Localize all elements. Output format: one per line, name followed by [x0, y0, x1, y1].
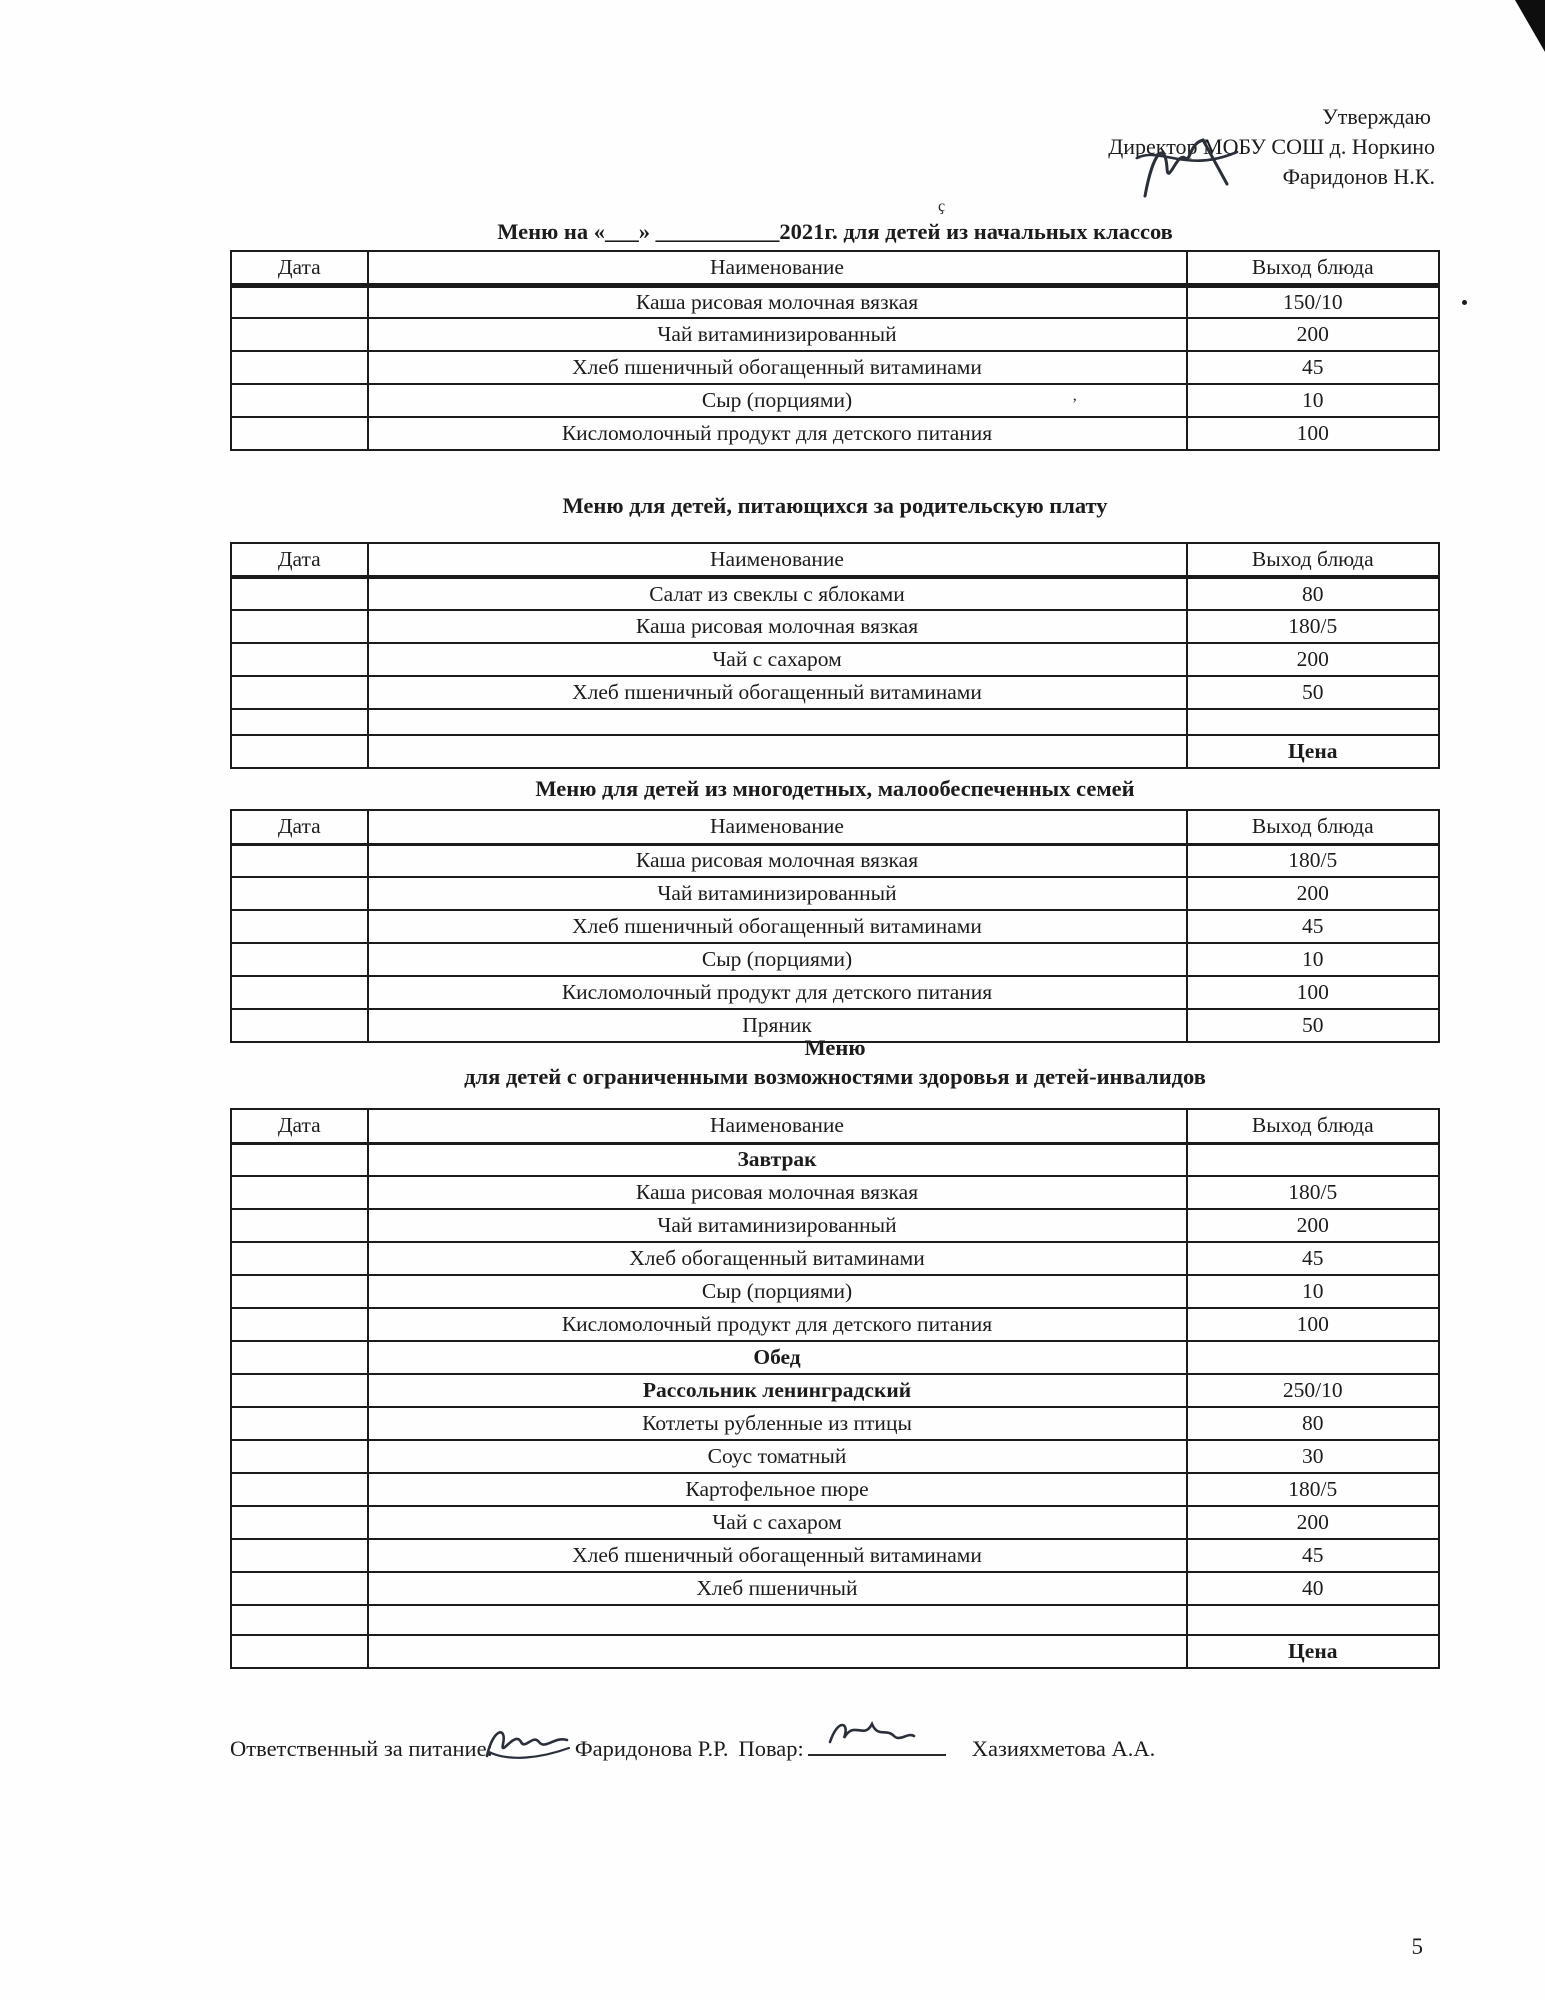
table-cell-date: [231, 1176, 368, 1209]
table-cell-output: [1187, 1605, 1439, 1635]
table-subtitle: для детей с ограниченными возможностями здоровья и детей-инвалидов: [464, 1064, 1206, 1089]
column-header-date: Дата: [231, 251, 368, 285]
table-row: [231, 735, 1439, 768]
table-row: [231, 1176, 1439, 1209]
table-cell-name: Каша рисовая молочная вязкая: [368, 1176, 1187, 1209]
table-row: [231, 1143, 1439, 1176]
table-cell-name: Рассольник ленинградский: [368, 1374, 1187, 1407]
table-cell-output: 45: [1187, 1242, 1439, 1275]
table-row: [231, 318, 1439, 351]
table-cell-output: [1187, 1341, 1439, 1374]
table-cell-output: 250/10: [1187, 1374, 1439, 1407]
table-cell-date: [231, 910, 368, 943]
table-row: [231, 1341, 1439, 1374]
table-cell-date: [231, 976, 368, 1009]
table-cell-date: [231, 1407, 368, 1440]
table-row: [231, 1440, 1439, 1473]
table-cell-date: [231, 384, 368, 417]
column-header-date: Дата: [231, 1109, 368, 1143]
column-header-date: Дата: [231, 810, 368, 844]
table-cell-output: 40: [1187, 1572, 1439, 1605]
table-cell-name: Хлеб пшеничный: [368, 1572, 1187, 1605]
menu-table: [230, 250, 1440, 451]
table-cell-output: Цена: [1187, 735, 1439, 768]
table-cell-name: Завтрак: [368, 1143, 1187, 1176]
table-cell-name: Чай витаминизированный: [368, 877, 1187, 910]
table-row: [231, 844, 1439, 877]
column-header-output: Выход блюда: [1187, 810, 1439, 844]
table-cell-name: Пряник: [368, 1009, 1187, 1042]
menu-section-disabled-children: [230, 1034, 1440, 1669]
table-header-row: [231, 543, 1439, 577]
approval-line-2: Директор МОБУ СОШ д. Норкино: [1108, 134, 1435, 159]
table-cell-name: Каша рисовая молочная вязкая: [368, 610, 1187, 643]
table-row: [231, 1308, 1439, 1341]
table-cell-name: Чай с сахаром: [368, 1506, 1187, 1539]
page-number: 5: [1411, 1934, 1423, 1959]
table-cell-output: 10: [1187, 384, 1439, 417]
table-cell-output: 45: [1187, 1539, 1439, 1572]
scan-speck: ’: [1072, 396, 1078, 413]
approval-line-3: Фаридонов Н.К.: [1282, 164, 1435, 189]
responsible-signature: [481, 1720, 573, 1766]
table-cell-output: [1187, 709, 1439, 735]
table-row: [231, 417, 1439, 450]
table-title: Меню: [804, 1035, 866, 1060]
table-row: [231, 384, 1439, 417]
table-cell-name: Каша рисовая молочная вязкая: [368, 844, 1187, 877]
scan-corner-artifact: [1515, 0, 1545, 52]
director-signature: [1129, 122, 1245, 210]
table-cell-output: 150/10: [1187, 285, 1439, 318]
table-cell-output: Цена: [1187, 1635, 1439, 1668]
table-cell-name: Сыр (порциями): [368, 1275, 1187, 1308]
table-title: Меню для детей из многодетных, малообеспеченных семей: [535, 776, 1135, 801]
column-header-output: Выход блюда: [1187, 543, 1439, 577]
table-cell-name: Хлеб пшеничный обогащенный витаминами: [368, 910, 1187, 943]
table-cell-output: 180/5: [1187, 1176, 1439, 1209]
menu-section-primary-classes: [230, 218, 1440, 451]
table-cell-name: [368, 735, 1187, 768]
table-cell-date: [231, 877, 368, 910]
table-cell-output: 30: [1187, 1440, 1439, 1473]
table-cell-name: Кисломолочный продукт для детского питания: [368, 417, 1187, 450]
table-cell-output: 50: [1187, 676, 1439, 709]
table-cell-date: [231, 1473, 368, 1506]
table-cell-output: 100: [1187, 417, 1439, 450]
table-cell-name: Обед: [368, 1341, 1187, 1374]
column-header-output: Выход блюда: [1187, 1109, 1439, 1143]
table-row: [231, 643, 1439, 676]
menu-section-parent-paid: [230, 492, 1440, 769]
table-row: [231, 351, 1439, 384]
table-cell-date: [231, 1341, 368, 1374]
table-cell-output: 100: [1187, 1308, 1439, 1341]
table-cell-name: Хлеб пшеничный обогащенный витаминами: [368, 1539, 1187, 1572]
table-cell-date: [231, 1374, 368, 1407]
table-cell-name: Чай с сахаром: [368, 643, 1187, 676]
table-row: [231, 577, 1439, 610]
table-cell-output: 80: [1187, 1407, 1439, 1440]
scan-speck: [1462, 300, 1467, 305]
menu-section-large-families: [230, 775, 1440, 1043]
table-cell-name: Чай витаминизированный: [368, 1209, 1187, 1242]
table-cell-output: 200: [1187, 643, 1439, 676]
column-header-name: Наименование: [368, 543, 1187, 577]
table-header-row: [231, 251, 1439, 285]
menu-table: [230, 542, 1440, 769]
table-row: [231, 1275, 1439, 1308]
table-cell-name: Кисломолочный продукт для детского питания: [368, 976, 1187, 1009]
table-cell-date: [231, 735, 368, 768]
table-cell-date: [231, 1143, 368, 1176]
table-cell-name: [368, 1635, 1187, 1668]
table-cell-date: [231, 1275, 368, 1308]
table-cell-date: [231, 1635, 368, 1668]
table-cell-date: [231, 318, 368, 351]
scan-speck: ҫ: [938, 198, 946, 215]
table-cell-date: [231, 1605, 368, 1635]
cook-label: Повар:: [738, 1736, 804, 1761]
table-cell-name: Соус томатный: [368, 1440, 1187, 1473]
table-cell-name: Кисломолочный продукт для детского питания: [368, 1308, 1187, 1341]
table-cell-date: [231, 285, 368, 318]
table-cell-name: Картофельное пюре: [368, 1473, 1187, 1506]
table-cell-output: 100: [1187, 976, 1439, 1009]
approval-line-1: Утверждаю: [1322, 104, 1431, 129]
table-cell-name: Салат из свеклы с яблоками: [368, 577, 1187, 610]
table-cell-date: [231, 844, 368, 877]
table-title: Меню для детей, питающихся за родительскую плату: [562, 493, 1108, 518]
table-cell-date: [231, 1440, 368, 1473]
table-cell-name: Хлеб обогащенный витаминами: [368, 1242, 1187, 1275]
table-cell-output: 180/5: [1187, 1473, 1439, 1506]
table-cell-date: [231, 577, 368, 610]
table-row: [231, 676, 1439, 709]
table-cell-date: [231, 1308, 368, 1341]
table-cell-date: [231, 1242, 368, 1275]
table-cell-date: [231, 643, 368, 676]
table-cell-date: [231, 709, 368, 735]
table-cell-date: [231, 1539, 368, 1572]
table-cell-name: [368, 709, 1187, 735]
table-cell-output: 200: [1187, 318, 1439, 351]
table-row: [231, 910, 1439, 943]
table-cell-output: 80: [1187, 577, 1439, 610]
table-cell-name: Хлеб пшеничный обогащенный витаминами: [368, 351, 1187, 384]
footer-line: [230, 1710, 1540, 1762]
table-cell-name: Каша рисовая молочная вязкая: [368, 285, 1187, 318]
table-cell-output: 180/5: [1187, 844, 1439, 877]
table-cell-output: [1187, 1143, 1439, 1176]
cook-signature-line: [808, 1726, 946, 1756]
table-cell-output: 200: [1187, 1209, 1439, 1242]
table-cell-output: 50: [1187, 1009, 1439, 1042]
table-cell-output: 10: [1187, 943, 1439, 976]
table-cell-name: [368, 1605, 1187, 1635]
table-cell-output: 200: [1187, 1506, 1439, 1539]
table-cell-output: 10: [1187, 1275, 1439, 1308]
table-row: [231, 1242, 1439, 1275]
table-cell-output: 180/5: [1187, 610, 1439, 643]
table-cell-output: 45: [1187, 351, 1439, 384]
table-row: [231, 1209, 1439, 1242]
table-cell-date: [231, 943, 368, 976]
table-cell-date: [231, 1209, 368, 1242]
column-header-name: Наименование: [368, 810, 1187, 844]
table-row: [231, 943, 1439, 976]
table-cell-name: Сыр (порциями): [368, 943, 1187, 976]
responsible-label: Ответственный за питание:: [230, 1736, 493, 1761]
table-cell-name: Котлеты рубленные из птицы: [368, 1407, 1187, 1440]
table-row: [231, 1506, 1439, 1539]
column-header-name: Наименование: [368, 1109, 1187, 1143]
table-row: [231, 1605, 1439, 1635]
table-cell-name: Хлеб пшеничный обогащенный витаминами: [368, 676, 1187, 709]
table-row: [231, 1572, 1439, 1605]
table-cell-date: [231, 1572, 368, 1605]
table-header-row: [231, 1109, 1439, 1143]
table-cell-date: [231, 417, 368, 450]
table-header-row: [231, 810, 1439, 844]
table-row: [231, 285, 1439, 318]
responsible-name: Фаридонова Р.Р.: [574, 1736, 729, 1761]
table-cell-date: [231, 1506, 368, 1539]
table-row: [231, 1374, 1439, 1407]
table-title: Меню на «___» ___________2021г. для детей из начальных классов: [497, 219, 1173, 244]
menu-table: [230, 1108, 1440, 1669]
cook-signature: [822, 1712, 918, 1752]
table-cell-name: Чай витаминизированный: [368, 318, 1187, 351]
table-row: [231, 976, 1439, 1009]
column-header-name: Наименование: [368, 251, 1187, 285]
table-cell-date: [231, 610, 368, 643]
table-row: [231, 877, 1439, 910]
table-cell-output: 45: [1187, 910, 1439, 943]
column-header-output: Выход блюда: [1187, 251, 1439, 285]
table-row: [231, 610, 1439, 643]
table-cell-date: [231, 351, 368, 384]
cook-name: Хазияхметова А.А.: [971, 1736, 1156, 1761]
column-header-date: Дата: [231, 543, 368, 577]
table-cell-date: [231, 676, 368, 709]
table-row: [231, 1635, 1439, 1668]
table-cell-output: 200: [1187, 877, 1439, 910]
table-row: [231, 1539, 1439, 1572]
table-cell-name: Сыр (порциями): [368, 384, 1187, 417]
table-row: [231, 1407, 1439, 1440]
table-row: [231, 709, 1439, 735]
menu-table: [230, 809, 1440, 1043]
table-row: [231, 1473, 1439, 1506]
